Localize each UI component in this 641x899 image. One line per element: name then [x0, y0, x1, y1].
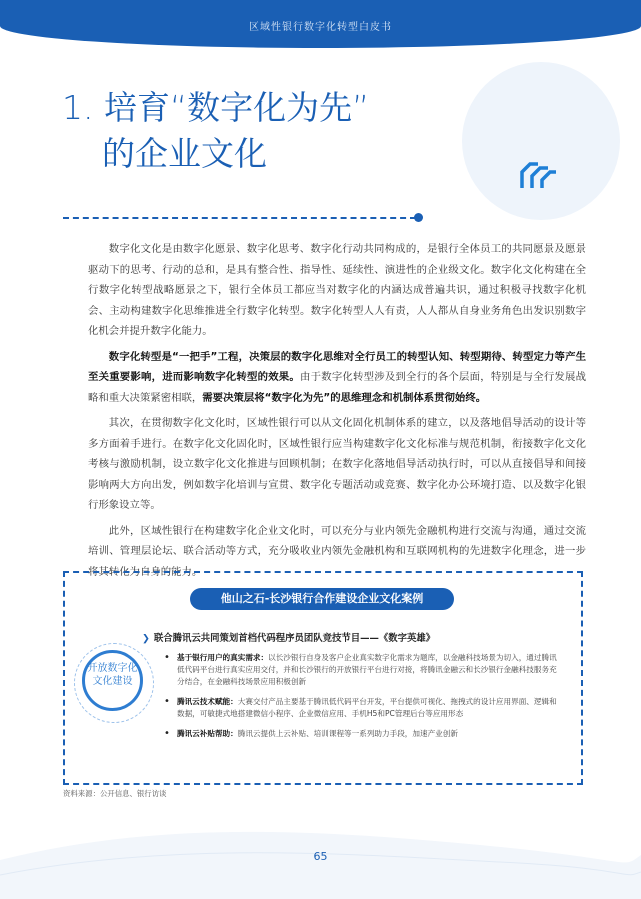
source-note: 资料来源：公开信息、银行访谈	[63, 789, 167, 798]
list-item	[170, 728, 560, 740]
page-number: 65	[313, 850, 328, 863]
heading-line-1: 1. 培育“数字化为先”	[62, 88, 370, 127]
corner-arrows-icon	[516, 150, 560, 194]
case-item-label: 腾讯云技术赋能：	[177, 697, 238, 706]
paragraph-2-text: 由于数字化转型涉及到全行的各个层面，特别是与全行发展战略和重大决策紧密相联，	[88, 371, 587, 404]
header-title: 区域性银行数字化转型白皮书	[249, 22, 392, 33]
paragraph-2-bold-1: 数字化转型是“一把手”工程，决策层的数字化思维对全行员工的转型认知、转型期待、转型定力等产生至关重要影响，进而影响数字化转型的效果。	[88, 350, 586, 383]
paragraph-1: 数字化文化是由数字化愿景、数字化思考、数字化行动共同构成的，是银行全体员工的共同愿景及愿景驱动下的思考、行动的总和，是具有整合性、指导性、延续性、演进性的企业级文化。数字化文化构建在全行数字化转型战略愿景之下，银行全体员工都应当对数字化的内涵达成普遍共识，通过积极寻找数字化机会、主动构建数字化思维推进全行数字化转型。数字化转型人人有责，人人都从自身业务角色出发识别数字化机会并提升数字化能力。	[88, 243, 586, 337]
body-text	[88, 239, 586, 587]
case-list	[170, 652, 560, 748]
case-badge: 开放数字化文化建设	[82, 650, 143, 711]
paragraph-2	[88, 347, 586, 409]
list-item	[170, 652, 560, 688]
header-band	[0, 0, 641, 48]
list-item	[170, 696, 560, 720]
case-item-label: 腾讯云补贴帮助：	[177, 729, 238, 738]
case-subtitle-text: 联合腾讯云共同策划首档代码程序员团队竞技节目——《数字英雄》	[153, 633, 436, 644]
section-heading	[62, 85, 369, 177]
decorative-circle	[462, 62, 620, 220]
case-item-text: 腾讯云提供上云补贴、培训课程等一系列助力手段，加速产业创新	[237, 729, 458, 738]
case-item-text: 大赛交付产品主要基于腾讯低代码平台开发，平台提供可视化、拖拽式的设计应用界面、逻辑和数据，可敏捷式地搭建微信小程序、企业微信应用、手机H5和PC管理后台等应用形态	[177, 697, 557, 718]
heading-divider	[63, 217, 416, 219]
paragraph-3: 其次，在贯彻数字化文化时，区域性银行可以从文化固化机制体系的建立，以及落地倡导活动的设计等多方面着手进行。在数字化文化固化时，区域性银行应当构建数字化文化标准与规范机制，衔接数字化文化考核与激励机制，设立数字化文化推进与回顾机制；在数字化落地倡导活动执行时，可以从直接倡导和间接影响两大方向出发，例如数字化培训与宣贯、数字化专题活动或竞赛、数字化办公环境打造、以及数字化银行形象设立等。	[88, 417, 586, 511]
heading-line-2: 的企业文化	[102, 134, 267, 173]
divider-dot	[414, 213, 423, 222]
chevron-right-icon: ❯	[142, 633, 150, 644]
case-item-text: 以长沙银行自身及客户企业真实数字化需求为题库，以金融科技场景为切入，通过腾讯低代码平台进行真实应用交付，并和长沙银行的开放银行平台进行对接，将腾讯金融云和长沙银行金融科技服务充分结合，在金融科技场景应用积极创新	[177, 653, 557, 686]
case-study-box	[63, 571, 583, 785]
case-title: 他山之石-长沙银行合作建设企业文化案例	[190, 588, 454, 610]
case-subtitle	[142, 630, 435, 644]
paragraph-4: 此外，区域性银行在构建数字化企业文化时，可以充分与业内领先金融机构进行交流与沟通，通过交流培训、管理层论坛、联合活动等方式，充分吸收业内领先金融机构和互联网机构的先进数字化理念，进一步将其转化为自身的能力。	[88, 524, 586, 578]
paragraph-2-bold-2: 需要决策层将“数字化为先”的思维理念和机制体系贯彻始终。	[202, 391, 487, 404]
case-item-label: 基于银行用户的真实需求：	[177, 653, 269, 662]
